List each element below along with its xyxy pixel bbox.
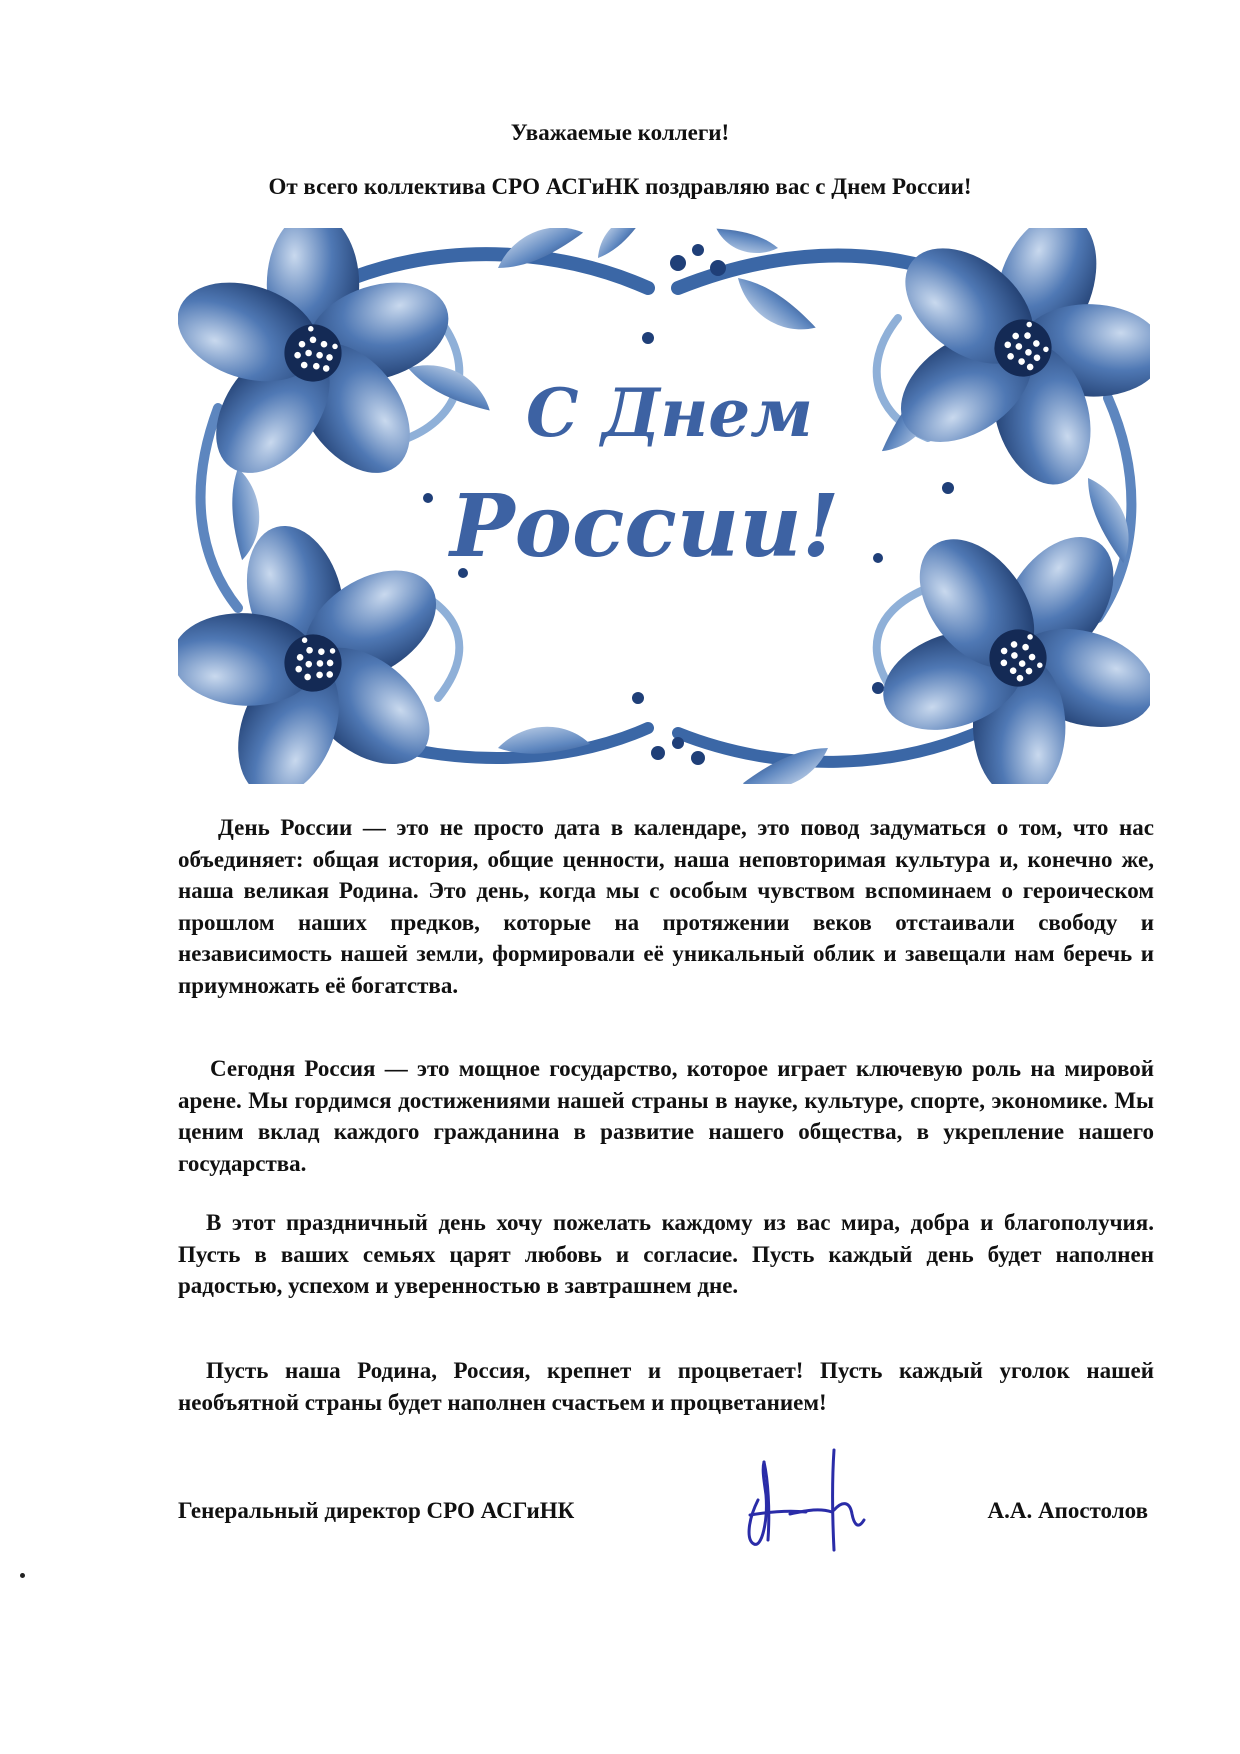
scan-speck: [20, 1573, 25, 1578]
salutation: Уважаемые коллеги!: [510, 120, 730, 145]
signatory-title: Генеральный директор СРО АСГиНК: [178, 1498, 575, 1523]
paragraph-1: День России — это не просто дата в календаре, это повод задуматься о том, что нас объединяет: общая история, общие ценности, наша неповторимая культура и, конечно же, наша великая Родина. Это день, когда мы с особым чувством вспоминаем о героическом прошлом наших предков, которые на протяжении веков отстаивали свободу и независимость нашей земли, формировали её уникальный облик и завещали нам беречь и приумножать её богатства.: [178, 815, 1154, 998]
paragraph-3: В этот праздничный день хочу пожелать каждому из вас мира, добра и благополучия. Пусть в ваших семьях царят любовь и согласие. Пусть каждый день будет наполнен радостью, успехом и уверенностью в завтрашнем дне.: [178, 1210, 1154, 1298]
banner-line-1: С Днем: [526, 374, 814, 452]
paragraph-4: Пусть наша Родина, Россия, крепнет и процветает! Пусть каждый уголок нашей необъятной страны будет наполнен счастьем и процветанием!: [178, 1358, 1154, 1415]
paragraph-2: Сегодня Россия — это мощное государство, которое играет ключевую роль на мировой арене. Мы гордимся достижениями нашей страны в науке, культуре, спорте, экономике. Мы ценим вклад каждого гражданина в развитие нашего общества, в укрепление нашего государства.: [178, 1056, 1154, 1176]
handwritten-signature: [728, 1440, 888, 1560]
holiday-banner: [178, 228, 1150, 784]
banner-line-2: России!: [450, 476, 840, 577]
greeting-line: От всего коллектива СРО АСГиНК поздравляю вас с Днем России!: [268, 174, 972, 199]
signatory-name: А.А. Апостолов: [987, 1498, 1148, 1523]
